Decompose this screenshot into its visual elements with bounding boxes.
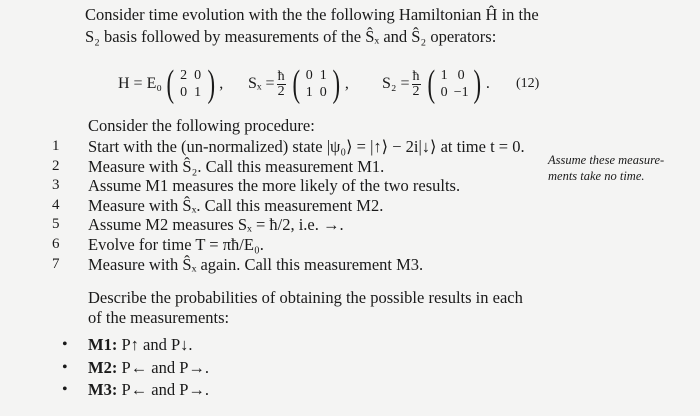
question-text: Describe the probabilities of obtaining the possible results in each of the measurements: <box>88 288 523 327</box>
step-text: Start with the (un-normalized) state |ψ₀⟩ = |↑⟩ − 2i|↓⟩ at time t = 0. <box>88 137 525 156</box>
sz-equation <box>382 62 490 106</box>
procedure-step <box>52 196 525 216</box>
matrix-cell: 2 <box>180 68 188 83</box>
bullet-icon: • <box>62 358 68 376</box>
fraction-numerator: ħ <box>277 68 285 84</box>
side-note: Assume these measure-ments take no time. <box>548 153 665 183</box>
step-text: Assume M1 measures the more likely of the two results. <box>88 176 461 196</box>
step-number: 7 <box>52 255 60 272</box>
comma: , <box>344 75 349 92</box>
sz-lhs: S₂ = <box>382 75 410 92</box>
bullet-label: M2: <box>88 357 118 377</box>
procedure-step <box>52 176 525 196</box>
step-text: Measure with Ŝₓ again. Call this measurement M3. <box>88 254 424 274</box>
step-text: Measure with Ŝ₂. Call this measurement M1. <box>88 156 385 176</box>
step-number: 6 <box>52 235 60 252</box>
bullet-icon: • <box>62 381 68 398</box>
bullet-label: M1: <box>88 335 118 354</box>
intro-line-1: Consider time evolution with the the following Hamiltonian Ĥ in the <box>85 5 539 24</box>
step-number: 2 <box>52 157 60 174</box>
bullet-label: M3: <box>88 380 118 399</box>
procedure-step <box>52 157 525 177</box>
sx-lhs: Sₓ = <box>248 75 275 92</box>
step-number: 1 <box>52 138 60 154</box>
sz-matrix: ( 1 0 0 −1 ) <box>427 63 482 105</box>
matrix-cell: 1 <box>194 85 202 100</box>
matrix-cell: 1 <box>305 85 313 100</box>
sx-fraction <box>277 70 286 99</box>
equation-row <box>118 62 678 106</box>
step-number: 3 <box>52 177 60 194</box>
step-text: Measure with Ŝₓ. Call this measurement M2. <box>88 195 384 215</box>
procedure-steps <box>52 137 525 274</box>
matrix-cell: 0 <box>180 85 188 100</box>
procedure-step <box>52 137 525 157</box>
bullet-item <box>62 379 209 402</box>
matrix-cell: 1 <box>440 68 448 83</box>
procedure-step <box>52 215 525 235</box>
hamiltonian-matrix: ( 2 0 0 1 ) <box>166 63 215 105</box>
equation-number: (12) <box>516 76 540 91</box>
matrix-cell: 1 <box>319 68 327 83</box>
bullet-item <box>62 334 209 357</box>
intro-line-2: S₂ basis followed by measurements of the Ŝₓ and Ŝ₂ operators: <box>85 27 497 46</box>
comma: , <box>219 75 224 92</box>
hamiltonian-equation <box>118 62 223 106</box>
question-bullets <box>62 334 209 402</box>
bullet-text: P← and P→. <box>121 380 210 399</box>
step-number: 4 <box>52 196 60 213</box>
procedure-step <box>52 235 525 255</box>
matrix-cell: 0 <box>194 68 202 83</box>
fraction-denominator: 2 <box>277 83 285 99</box>
bullet-icon: • <box>62 336 68 353</box>
procedure-intro: Consider the following procedure: <box>88 116 315 135</box>
matrix-cell: 0 <box>319 85 327 100</box>
intro-paragraph <box>85 4 685 48</box>
procedure-step <box>52 255 525 275</box>
bullet-text: P↑ and P↓. <box>121 335 193 354</box>
step-text: Assume M2 measures Sₓ = ħ/2, i.e. →. <box>88 215 344 235</box>
period: . <box>485 75 490 92</box>
step-number: 5 <box>52 216 60 233</box>
fraction-denominator: 2 <box>412 83 420 99</box>
hamiltonian-lhs: H = E₀ <box>118 75 162 92</box>
fraction-numerator: ħ <box>412 68 420 84</box>
matrix-cell: 0 <box>457 68 465 83</box>
step-text: Evolve for time T = πħ/E₀. <box>88 234 264 254</box>
sx-equation <box>248 62 349 106</box>
matrix-cell: 0 <box>440 85 448 100</box>
matrix-cell: 0 <box>305 68 313 83</box>
bullet-text: P← and P→. <box>121 357 210 377</box>
bullet-item <box>62 357 209 380</box>
matrix-cell: −1 <box>453 85 469 100</box>
sz-fraction <box>412 70 421 99</box>
sx-matrix: ( 0 1 1 0 ) <box>292 63 341 105</box>
